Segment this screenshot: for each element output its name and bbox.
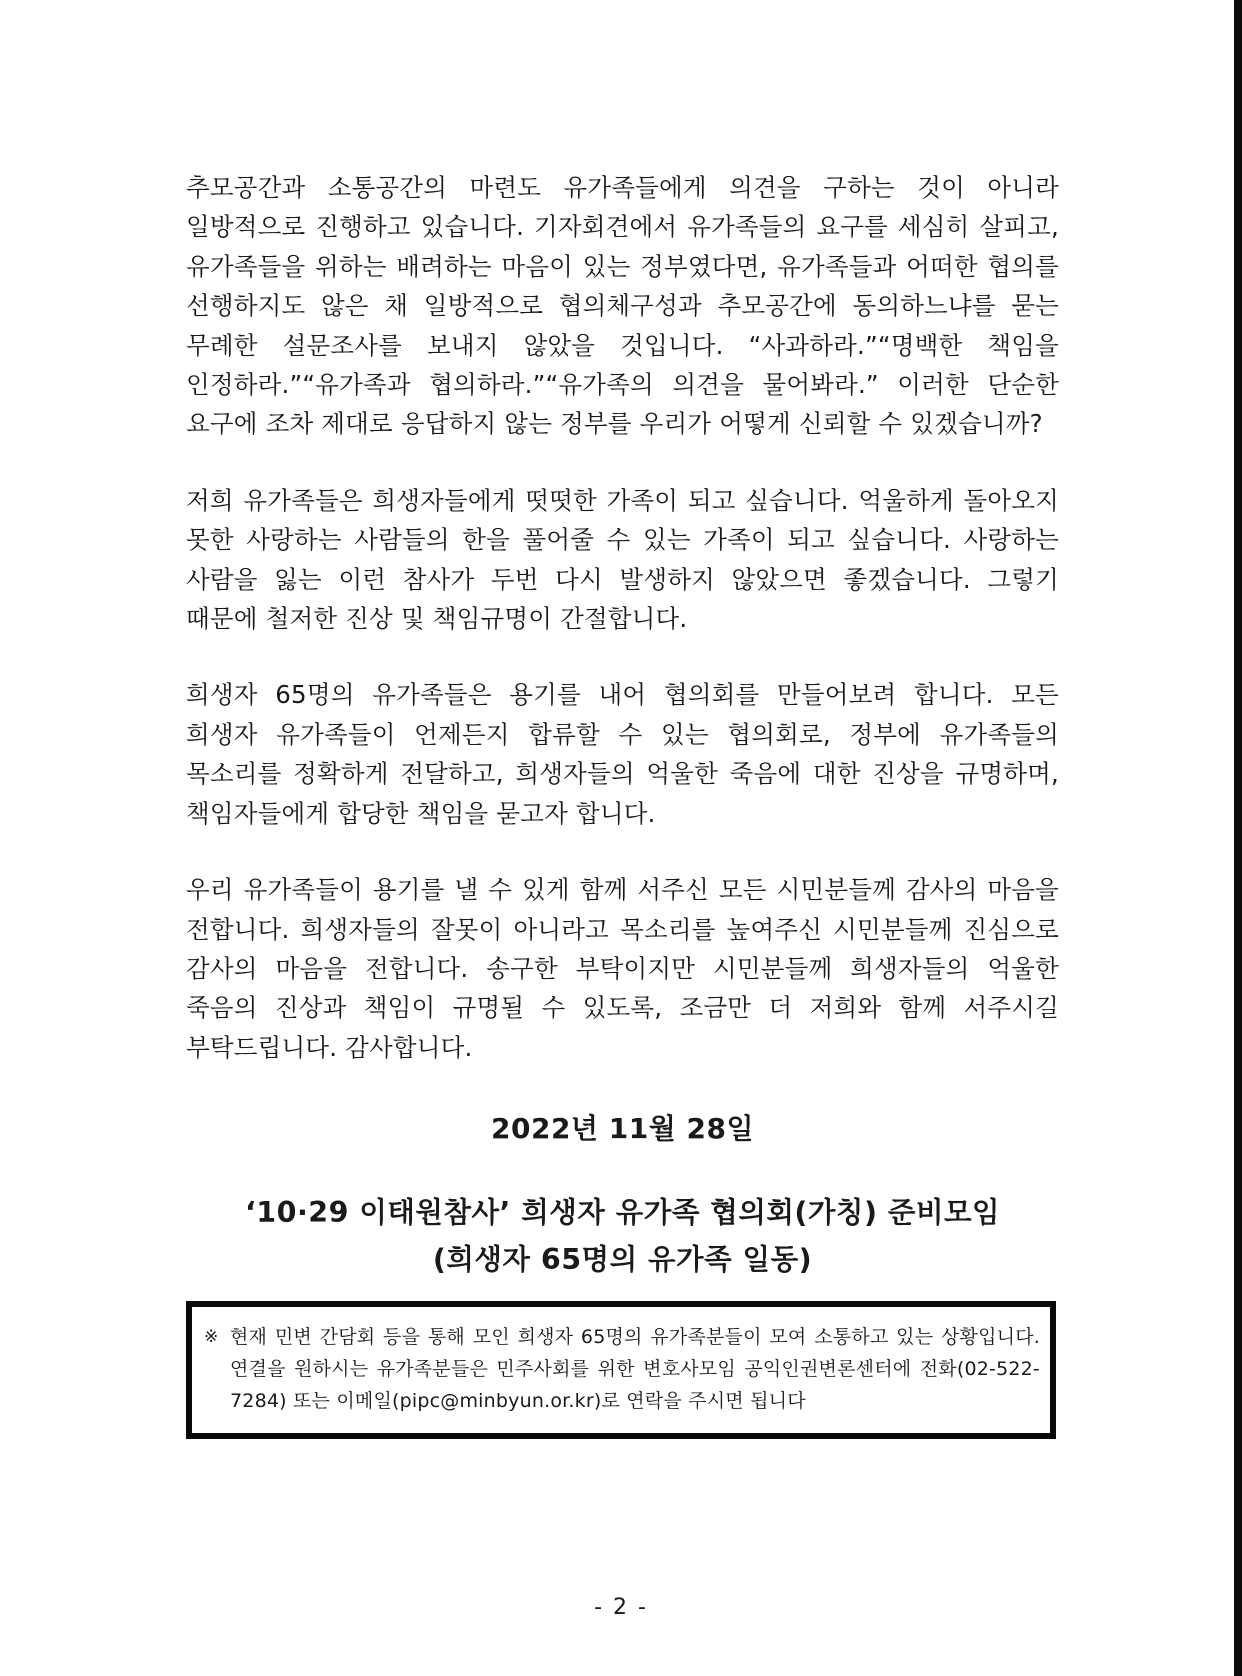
signature-organization: ‘10·29 이태원참사’ 희생자 유가족 협의회(가칭) 준비모임 <box>244 1196 1001 1230</box>
statement-date: 2022년 11월 28일 <box>491 1112 754 1146</box>
contact-notice-box <box>186 1301 1056 1439</box>
reference-mark-icon: ※ <box>204 1327 219 1348</box>
signature-subtitle: (희생자 65명의 유가족 일동) <box>432 1243 813 1277</box>
page-number: - 2 - <box>594 1595 648 1620</box>
paragraph-2: 저희 유가족들은 희생자들에게 떳떳한 가족이 되고 싶습니다. 억울하게 돌아오지 못한 사랑하는 사람들의 한을 풀어줄 수 있는 가족이 되고 싶습니다. 사랑하는 사람을 잃는 이런 참사가 두번 다시 발생하지 않았으면 좋겠습니다. 그렇기 때문에 철저한 진상 및 책임규명이 간절합니다. <box>186 485 1059 634</box>
signature-block <box>186 1189 1059 1283</box>
paragraph-1: 추모공간과 소통공간의 마련도 유가족들에게 의견을 구하는 것이 아니라 일방적으로 진행하고 있습니다. 기자회견에서 유가족들의 요구를 세심히 살피고, 유가족들을 위하는 배려하는 마음이 있는 정부였다면, 유가족들과 어떠한 협의를 선행하지도 않은 채 일방적으로 협의체구성과 추모공간에 동의하느냐를 묻는 무례한 설문조사를 보내지 않았을 것입니다. “사과하라.”“명백한 책임을 인정하라.”“유가족과 협의하라.”“유가족의 의견을 물어봐라.” 이러한 단순한 요구에 조차 제대로 응답하지 않는 정부를 우리가 어떻게 신뢰할 수 있겠습니까? <box>186 173 1059 439</box>
document-page <box>186 168 1059 1439</box>
paragraph-4: 우리 유가족들이 용기를 낼 수 있게 함께 서주신 모든 시민분들께 감사의 마음을 전합니다. 희생자들의 잘못이 아니라고 목소리를 높여주신 시민분들께 진심으로 감사의 마음을 전합니다. 송구한 부탁이지만 시민분들께 희생자들의 억울한 죽음의 진상과 책임이 규명될 수 있도록, 조금만 더 저희와 함께 서주시길 부탁드립니다. 감사합니다. <box>186 875 1059 1062</box>
contact-notice <box>204 1321 1040 1417</box>
contact-notice-text: 현재 민변 간담회 등을 통해 모인 희생자 65명의 유가족분들이 모여 소통하고 있는 상황입니다. 연결을 원하시는 유가족분들은 민주사회를 위한 변호사모임 공익인권변론센터에 전화(02-522-7284) 또는 이메일(pipc@minbyun.or.kr)로 연락을 주시면 됩니다 <box>230 1326 1040 1413</box>
paragraph-3: 희생자 65명의 유가족들은 용기를 내어 협의회를 만들어보려 합니다. 모든 희생자 유가족들이 언제든지 합류할 수 있는 협의회로, 정부에 유가족들의 목소리를 정확하게 전달하고, 희생자들의 억울한 죽음에 대한 진상을 규명하며, 책임자들에게 합당한 책임을 묻고자 합니다. <box>186 680 1059 828</box>
page-edge-bar <box>1234 0 1242 1676</box>
